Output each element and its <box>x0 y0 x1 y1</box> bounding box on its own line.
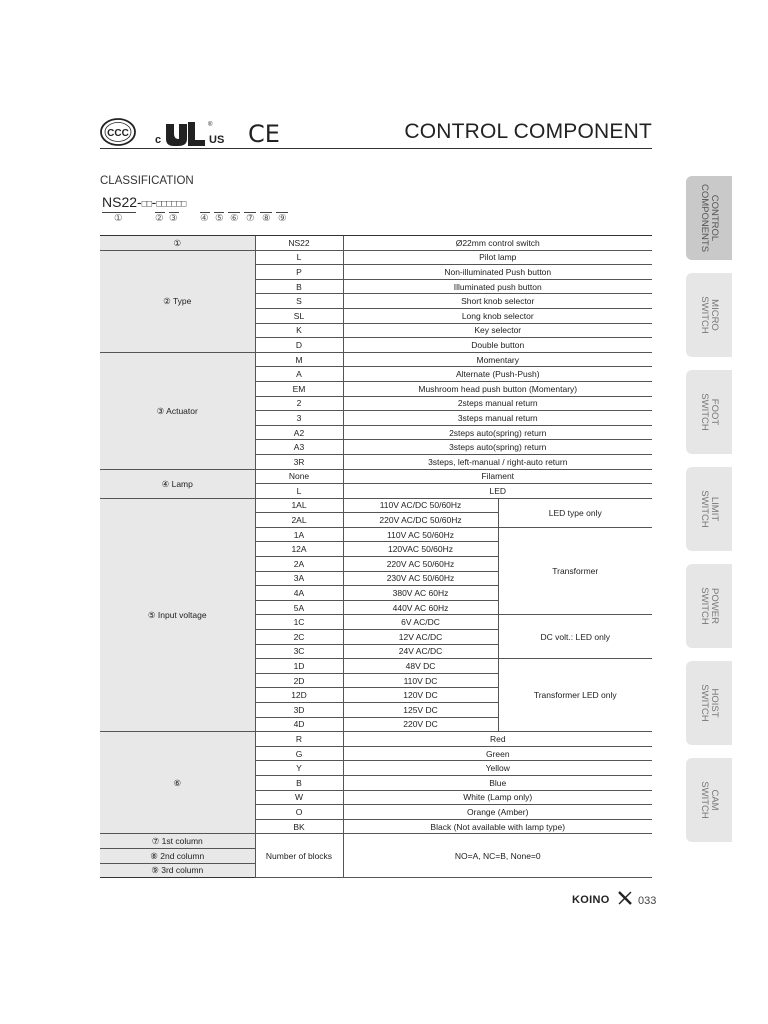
code-cell: Y <box>255 761 343 776</box>
description-cell: 3steps, left-manual / right-auto return <box>343 454 652 469</box>
tab-label: POWER SWITCH <box>699 587 720 625</box>
tab-label: MICRO SWITCH <box>699 296 720 334</box>
voltage-cell: 24V AC/DC <box>343 644 498 659</box>
description-cell: Momentary <box>343 352 652 367</box>
code-cell: M <box>255 352 343 367</box>
code-cell: SL <box>255 308 343 323</box>
code-cell: BK <box>255 819 343 834</box>
description-cell: Green <box>343 746 652 761</box>
tab-label: CAM SWITCH <box>699 781 720 819</box>
voltage-note-cell: LED type only <box>498 498 652 527</box>
code-cell: None <box>255 469 343 484</box>
description-cell: LED <box>343 484 652 499</box>
ul-mark-icon <box>155 121 224 146</box>
description-cell: Red <box>343 732 652 747</box>
code-cell: 2D <box>255 673 343 688</box>
description-cell: Double button <box>343 338 652 353</box>
classification-table <box>100 235 652 878</box>
description-cell: Pilot lamp <box>343 250 652 265</box>
code-cell: 1C <box>255 615 343 630</box>
code-cell: L <box>255 250 343 265</box>
group-label-type: ② Type <box>100 250 255 352</box>
certification-logos <box>100 116 300 150</box>
code-cell: 12A <box>255 542 343 557</box>
table-row <box>100 469 652 484</box>
code-cell: EM <box>255 381 343 396</box>
ccc-mark-icon <box>101 119 135 145</box>
voltage-cell: 220V DC <box>343 717 498 732</box>
code-cell: 3R <box>255 454 343 469</box>
group-label-input-voltage: ⑤ Input voltage <box>100 498 255 732</box>
description-cell: Short knob selector <box>343 294 652 309</box>
tab-foot-switch[interactable] <box>686 370 732 454</box>
code-position-6: ⑥ <box>230 213 239 224</box>
code-position-4: ④ <box>200 213 209 224</box>
description-cell: Filament <box>343 469 652 484</box>
ul-c-text: c <box>155 134 162 146</box>
header-divider <box>100 148 652 149</box>
description-cell: Alternate (Push-Push) <box>343 367 652 382</box>
description-cell: Orange (Amber) <box>343 805 652 820</box>
code-cell: 4D <box>255 717 343 732</box>
brand-x-icon <box>618 891 632 905</box>
model-code <box>102 194 186 210</box>
voltage-note-cell: DC volt.: LED only <box>498 615 652 659</box>
code-cell: 1AL <box>255 498 343 513</box>
voltage-cell: 230V AC 50/60Hz <box>343 571 498 586</box>
description-cell: Ø22mm control switch <box>343 236 652 251</box>
code-cell: Number of blocks <box>255 834 343 878</box>
voltage-cell: 48V DC <box>343 659 498 674</box>
model-code-boxes-2: □□□□□□ <box>156 198 186 209</box>
voltage-cell: 6V AC/DC <box>343 615 498 630</box>
group-label-lamp: ④ Lamp <box>100 469 255 498</box>
ce-mark-icon <box>248 120 280 148</box>
code-position-8: ⑧ <box>262 213 271 224</box>
code-cell: A2 <box>255 425 343 440</box>
code-cell: 5A <box>255 600 343 615</box>
tab-micro-switch[interactable] <box>686 273 732 357</box>
code-position-1: ① <box>114 213 123 224</box>
description-cell: Yellow <box>343 761 652 776</box>
table-row <box>100 498 652 513</box>
voltage-cell: 12V AC/DC <box>343 630 498 645</box>
group-label-series: ① <box>100 236 255 251</box>
tab-hoist-switch[interactable] <box>686 661 732 745</box>
table-row <box>100 250 652 265</box>
voltage-cell: 110V AC 50/60Hz <box>343 527 498 542</box>
description-cell: Illuminated push button <box>343 279 652 294</box>
code-cell: 3C <box>255 644 343 659</box>
group-label-2nd-column: ⑧ 2nd column <box>100 848 255 863</box>
group-label-actuator: ③ Actuator <box>100 352 255 469</box>
table-row <box>100 834 652 849</box>
code-cell: 3D <box>255 703 343 718</box>
description-cell: Black (Not available with lamp type) <box>343 819 652 834</box>
ccc-mark-text: CCC <box>107 128 129 139</box>
description-cell: NO=A, NC=B, None=0 <box>343 834 652 878</box>
code-cell: R <box>255 732 343 747</box>
description-cell: Non-illuminated Push button <box>343 265 652 280</box>
voltage-cell: 220V AC/DC 50/60Hz <box>343 513 498 528</box>
voltage-cell: 110V DC <box>343 673 498 688</box>
voltage-cell: 380V AC 60Hz <box>343 586 498 601</box>
brand-logo-text: KOINO <box>572 894 610 906</box>
tab-label: CONTROL COMPONENTS <box>699 183 720 253</box>
description-cell: 3steps auto(spring) return <box>343 440 652 455</box>
code-cell: B <box>255 279 343 294</box>
description-cell: Blue <box>343 775 652 790</box>
group-label-1st-column: ⑦ 1st column <box>100 834 255 849</box>
code-cell: A <box>255 367 343 382</box>
code-cell: NS22 <box>255 236 343 251</box>
code-cell: K <box>255 323 343 338</box>
table-row <box>100 236 652 251</box>
code-cell: S <box>255 294 343 309</box>
code-cell: O <box>255 805 343 820</box>
code-cell: 12D <box>255 688 343 703</box>
code-cell: 2AL <box>255 513 343 528</box>
code-cell: L <box>255 484 343 499</box>
voltage-cell: 125V DC <box>343 703 498 718</box>
description-cell: 2steps manual return <box>343 396 652 411</box>
description-cell: Key selector <box>343 323 652 338</box>
code-position-2: ② <box>155 213 164 224</box>
voltage-cell: 120V DC <box>343 688 498 703</box>
code-cell: G <box>255 746 343 761</box>
code-cell: 1D <box>255 659 343 674</box>
description-cell: Mushroom head push button (Momentary) <box>343 381 652 396</box>
code-cell: 1A <box>255 527 343 542</box>
group-label-3rd-column: ⑨ 3rd column <box>100 863 255 878</box>
voltage-note-cell: Transformer LED only <box>498 659 652 732</box>
tab-power-switch[interactable] <box>686 564 732 648</box>
code-position-7: ⑦ <box>246 213 255 224</box>
code-position-3: ③ <box>169 213 178 224</box>
voltage-cell: 120VAC 50/60Hz <box>343 542 498 557</box>
svg-text:®: ® <box>208 122 213 128</box>
description-cell: 3steps manual return <box>343 411 652 426</box>
code-cell: W <box>255 790 343 805</box>
description-cell: 2steps auto(spring) return <box>343 425 652 440</box>
page-title: CONTROL COMPONENT <box>404 120 652 143</box>
code-cell: D <box>255 338 343 353</box>
code-position-9: ⑨ <box>278 213 287 224</box>
model-code-separator: - <box>151 194 157 210</box>
tab-label: HOIST SWITCH <box>699 684 720 722</box>
voltage-cell: 220V AC 50/60Hz <box>343 557 498 572</box>
tab-cam-switch[interactable] <box>686 758 732 842</box>
code-cell: B <box>255 775 343 790</box>
description-cell: Long knob selector <box>343 308 652 323</box>
tab-control-components[interactable] <box>686 176 732 260</box>
code-cell: 2 <box>255 396 343 411</box>
voltage-cell: 440V AC 60Hz <box>343 600 498 615</box>
tab-label: LIMIT SWITCH <box>699 490 720 528</box>
model-code-boxes-1: □□ <box>141 198 152 209</box>
voltage-note-cell: Transformer <box>498 527 652 615</box>
tab-limit-switch[interactable] <box>686 467 732 551</box>
ul-us-text: US <box>209 134 225 146</box>
code-position-5: ⑤ <box>215 213 224 224</box>
ce-mark-text: CE <box>248 120 280 148</box>
tab-label: FOOT SWITCH <box>699 393 720 431</box>
code-cell: P <box>255 265 343 280</box>
group-label-color: ⑥ <box>100 732 255 834</box>
code-cell: A3 <box>255 440 343 455</box>
code-cell: 3A <box>255 571 343 586</box>
code-cell: 2C <box>255 630 343 645</box>
table-row <box>100 732 652 747</box>
code-cell: 2A <box>255 557 343 572</box>
page-number: 033 <box>638 895 657 907</box>
code-cell: 3 <box>255 411 343 426</box>
model-code-prefix: NS22- <box>102 194 142 210</box>
voltage-cell: 110V AC/DC 50/60Hz <box>343 498 498 513</box>
table-row <box>100 352 652 367</box>
classification-heading: CLASSIFICATION <box>100 175 194 187</box>
description-cell: White (Lamp only) <box>343 790 652 805</box>
code-cell: 4A <box>255 586 343 601</box>
